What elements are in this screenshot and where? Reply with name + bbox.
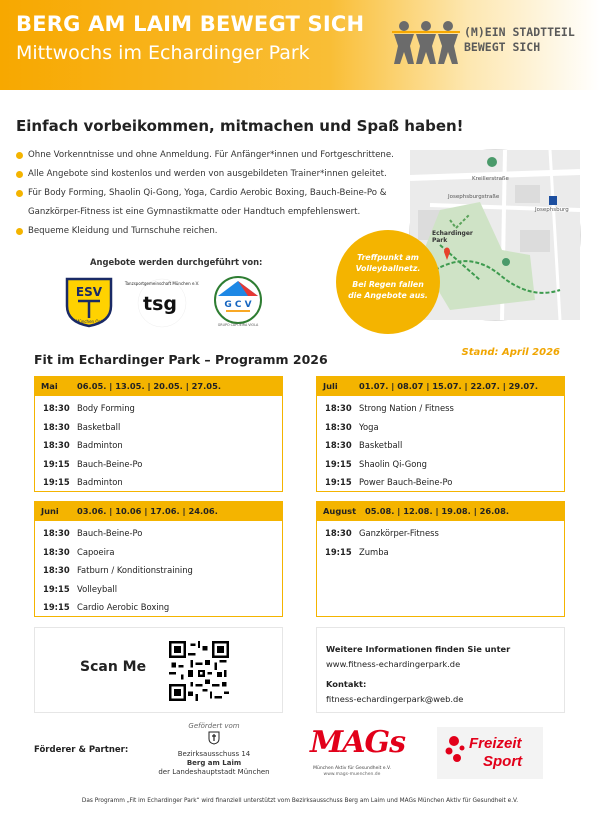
scan-me-label: Scan Me <box>80 659 147 675</box>
map-street-label: Josephsburgstraße <box>448 194 500 200</box>
munich-crest-icon <box>207 731 221 745</box>
freizeit-sport-logo: Freizeit Sport <box>437 727 543 779</box>
tsg-logo-text: tsg <box>143 293 177 315</box>
bezirksausschuss-logo: Gefördert vom Bezirksausschuss 14 Berg am Laim der Landeshauptstadt München <box>158 722 270 776</box>
gcv-logo-subtext: GRUPO CAPOEIRA VIOLA <box>217 323 259 327</box>
esv-logo-icon <box>64 276 114 328</box>
table-row: 18:30 Body Forming <box>43 403 135 413</box>
email-link[interactable]: fitness-echardingerpark@web.de <box>326 694 464 704</box>
list-item-continued: Ganzkörper-Fitness ist eine Gymnastikmatte oder Handtuch empfehlenswert. <box>28 207 361 217</box>
table-row: 19:15 Zumba <box>325 546 389 557</box>
map-street-label: Kreillerstraße <box>472 176 509 182</box>
gcv-logo-icon <box>210 276 266 328</box>
month-header: Mai 06.05. | 13.05. | 20.05. | 27.05. <box>35 377 282 396</box>
month-box-august <box>316 501 565 617</box>
list-item: Für Body Forming, Shaolin Qi-Gong, Yoga, Cardio Aerobic Boxing, Bauch-Beine-Po & <box>16 184 402 203</box>
table-row: 18:30 Strong Nation / Fitness <box>325 403 454 413</box>
table-row: 19:15 Power Bauch-Beine-Po <box>325 477 453 487</box>
month-header: Juni 03.06. | 10.06 | 17.06. | 24.06. <box>35 502 282 521</box>
bullet-dot-icon <box>16 228 23 235</box>
table-row: 19:15 Bauch-Beine-Po <box>43 458 143 469</box>
tsg-logo-ring: Tanzsportgemeinschaft München e.V. <box>124 281 200 286</box>
esv-logo-text: ESV <box>75 285 103 299</box>
meeting-point-bubble: Treffpunkt am Volleyballnetz. Bei Regen fallen die Angebote aus. <box>336 230 440 334</box>
offered-by-label: Angebote werden durchgeführt von: <box>90 257 263 267</box>
stadtteil-logo-text: (M)EIN STADTTEIL BEWEGT SICH <box>464 25 575 54</box>
tsg-logo-icon <box>124 276 200 330</box>
month-box-juni <box>34 501 283 617</box>
table-row: 19:15 Shaolin Qi-Gong <box>325 458 427 469</box>
esv-logo-subtext: München Ost <box>75 319 103 324</box>
mags-logo-url: www.mags-muenchen.de <box>323 772 381 777</box>
website-link[interactable]: www.fitness-echardingerpark.de <box>326 659 461 669</box>
qr-box <box>34 627 283 713</box>
table-row: 18:30 Bauch-Beine-Po <box>43 528 143 538</box>
qr-code-icon[interactable] <box>169 641 229 701</box>
more-info-label: Weitere Informationen finden Sie unter <box>326 644 511 654</box>
mags-logo-subtitle: München Aktiv für Gesundheit e.V. <box>313 766 391 771</box>
gcv-logo-text: G C V <box>224 300 252 310</box>
intro-bullet-list <box>16 146 402 241</box>
month-header: August 05.08. | 12.08. | 19.08. | 26.08. <box>317 502 564 521</box>
table-row: 18:30 Capoeira <box>43 546 115 557</box>
partners-label: Förderer & Partner: <box>34 745 129 755</box>
header-banner <box>0 0 600 90</box>
table-row: 19:15 Volleyball <box>43 583 118 594</box>
freizeit-sport-dots-icon <box>445 735 467 765</box>
list-item: Ohne Vorkenntnisse und ohne Anmeldung. Für Anfänger*innen und Fortgeschrittene. <box>16 146 402 165</box>
table-row: 18:30 Badminton <box>43 440 123 450</box>
page-title: BERG AM LAIM BEWEGT SICH <box>16 12 365 36</box>
bullet-dot-icon <box>16 152 23 159</box>
month-box-mai <box>34 376 283 492</box>
table-row: 18:30 Basketball <box>43 421 121 432</box>
program-title: Fit im Echardinger Park – Programm 2026 <box>34 352 328 367</box>
list-item: Bequeme Kleidung und Turnschuhe reichen. <box>16 222 402 241</box>
bullet-dot-icon <box>16 171 23 178</box>
table-row: 19:15 Cardio Aerobic Boxing <box>43 602 170 612</box>
map-park-label: Echardinger Park <box>432 230 473 244</box>
table-row: 18:30 Yoga <box>325 421 379 432</box>
list-item: Alle Angebote sind kostenlos und werden von ausgebildeten Trainer*innen geleitet. <box>16 165 402 184</box>
table-row: 19:15 Badminton <box>43 477 123 487</box>
stand-date: Stand: April 2026 <box>461 347 560 358</box>
map-station-label: Josephsburg <box>535 207 569 213</box>
month-box-juli <box>316 376 565 492</box>
mags-logo: MAGs <box>310 725 405 760</box>
table-row: 18:30 Fatburn / Konditionstraining <box>43 565 193 575</box>
page-subtitle: Mittwochs im Echardinger Park <box>16 42 310 64</box>
contact-label: Kontakt: <box>326 679 367 689</box>
intro-heading: Einfach vorbeikommen, mitmachen und Spaß haben! <box>16 117 464 135</box>
bullet-dot-icon <box>16 190 23 197</box>
month-header: Juli 01.07. | 08.07 | 15.07. | 22.07. | 29.07. <box>317 377 564 396</box>
footer-note: Das Programm „Fit im Echardinger Park“ wird finanziell unterstützt vom Bezirksausschuss Berg am Laim und MAGs München Aktiv für Gesundheit e.V. <box>81 798 519 804</box>
table-row: 18:30 Ganzkörper-Fitness <box>325 528 439 538</box>
table-row: 18:30 Basketball <box>325 440 403 450</box>
